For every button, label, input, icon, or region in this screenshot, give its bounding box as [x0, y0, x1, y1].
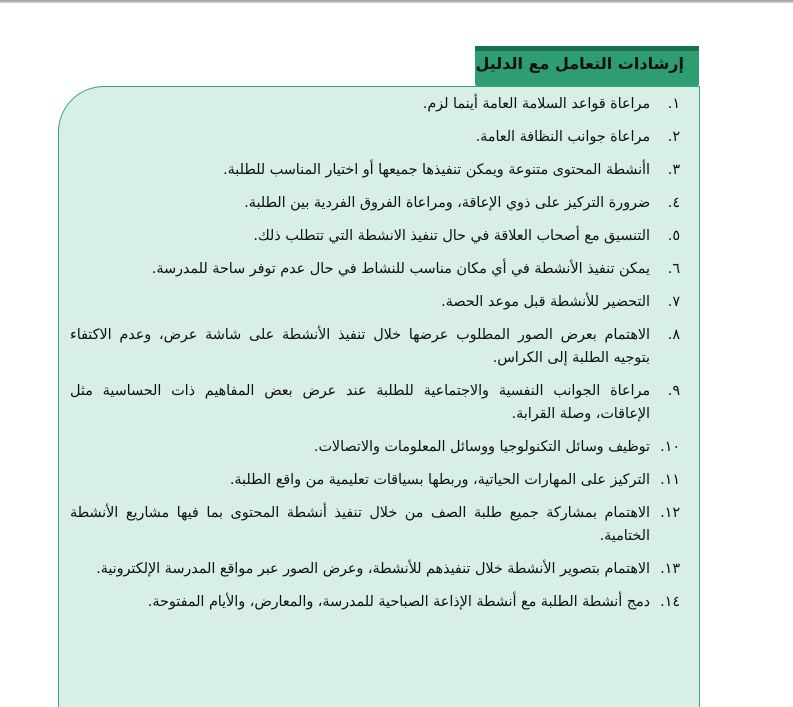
- list-item: [70, 192, 680, 215]
- item-number: ١١.: [660, 472, 680, 488]
- item-text: الاهتمام بعرض الصور المطلوب عرضها خلال تنفيذ الأنشطة على شاشة عرض، وعدم الاكتفاء بتوجيه الطلبة إلى الكراس.: [70, 327, 650, 366]
- list-item: [70, 436, 680, 459]
- item-number: ٨.: [667, 327, 680, 343]
- item-number: ٣.: [667, 162, 680, 178]
- item-number: ٦.: [667, 261, 680, 277]
- item-text: الاهتمام بتصوير الأنشطة خلال تنفيذهم للأنشطة، وعرض الصور عبر مواقع المدرسة الإلكترونية.: [96, 561, 650, 577]
- list-item: [70, 225, 680, 248]
- item-number: ٢.: [667, 129, 680, 145]
- list-item: [70, 126, 680, 149]
- item-text: التركيز على المهارات الحياتية، وربطها بسياقات تعليمية من واقع الطلبة.: [229, 472, 650, 488]
- list-item: [70, 380, 680, 426]
- item-text: ضرورة التركيز على ذوي الإعاقة، ومراعاة الفروق الفردية بين الطلبة.: [244, 195, 650, 211]
- item-number: ١.: [667, 96, 680, 112]
- list-item: [70, 591, 680, 614]
- item-text: مراعاة قواعد السلامة العامة أينما لزم.: [422, 96, 650, 112]
- item-number: ٧.: [667, 294, 680, 310]
- section-title: إرشادات التعامل مع الدليل: [475, 54, 684, 73]
- item-number: ٥.: [667, 228, 680, 244]
- list-item: [70, 502, 680, 548]
- item-text: مراعاة جوانب النظافة العامة.: [475, 129, 650, 145]
- item-text: الاهتمام بمشاركة جميع طلبة الصف من خلال تنفيذ أنشطة المحتوى بما فيها مشاريع الأنشطة الختامية.: [70, 505, 650, 544]
- list-item: [70, 469, 680, 492]
- item-text: التحضير للأنشطة قبل موعد الحصة.: [441, 294, 650, 310]
- item-number: ١٢.: [660, 505, 680, 521]
- item-text: التنسيق مع أصحاب العلاقة في حال تنفيذ الانشطة التي تتطلب ذلك.: [253, 228, 650, 244]
- item-text: دمج أنشطة الطلبة مع أنشطة الإذاعة الصباحية للمدرسة، والمعارض، والأيام المفتوحة.: [147, 594, 650, 610]
- item-text: اأنشطة المحتوى متنوعة ويمكن تنفيذها جميعها أو اختيار المناسب للطلبة.: [223, 162, 650, 178]
- list-item: [70, 93, 680, 116]
- list-item: [70, 324, 680, 370]
- item-number: ٩.: [667, 383, 680, 399]
- section-header: [475, 46, 699, 86]
- item-text: مراعاة الجوانب النفسية والاجتماعية للطلبة عند عرض بعض المفاهيم ذات الحساسية مثل الإعاقات، وصلة القرابة.: [70, 383, 650, 422]
- item-number: ١٠.: [660, 439, 680, 455]
- guidelines-list: [70, 93, 680, 624]
- list-item: [70, 258, 680, 281]
- item-number: ٤.: [667, 195, 680, 211]
- item-text: يمكن تنفيذ الأنشطة في أي مكان مناسب للنشاط في حال عدم توفر ساحة للمدرسة.: [151, 261, 650, 277]
- item-text: توظيف وسائل التكنولوجيا ووسائل المعلومات والاتصالات.: [313, 439, 650, 455]
- list-item: [70, 558, 680, 581]
- list-item: [70, 159, 680, 182]
- item-number: ١٤.: [660, 594, 680, 610]
- list-item: [70, 291, 680, 314]
- top-rule: [0, 0, 793, 3]
- item-number: ١٣.: [660, 561, 680, 577]
